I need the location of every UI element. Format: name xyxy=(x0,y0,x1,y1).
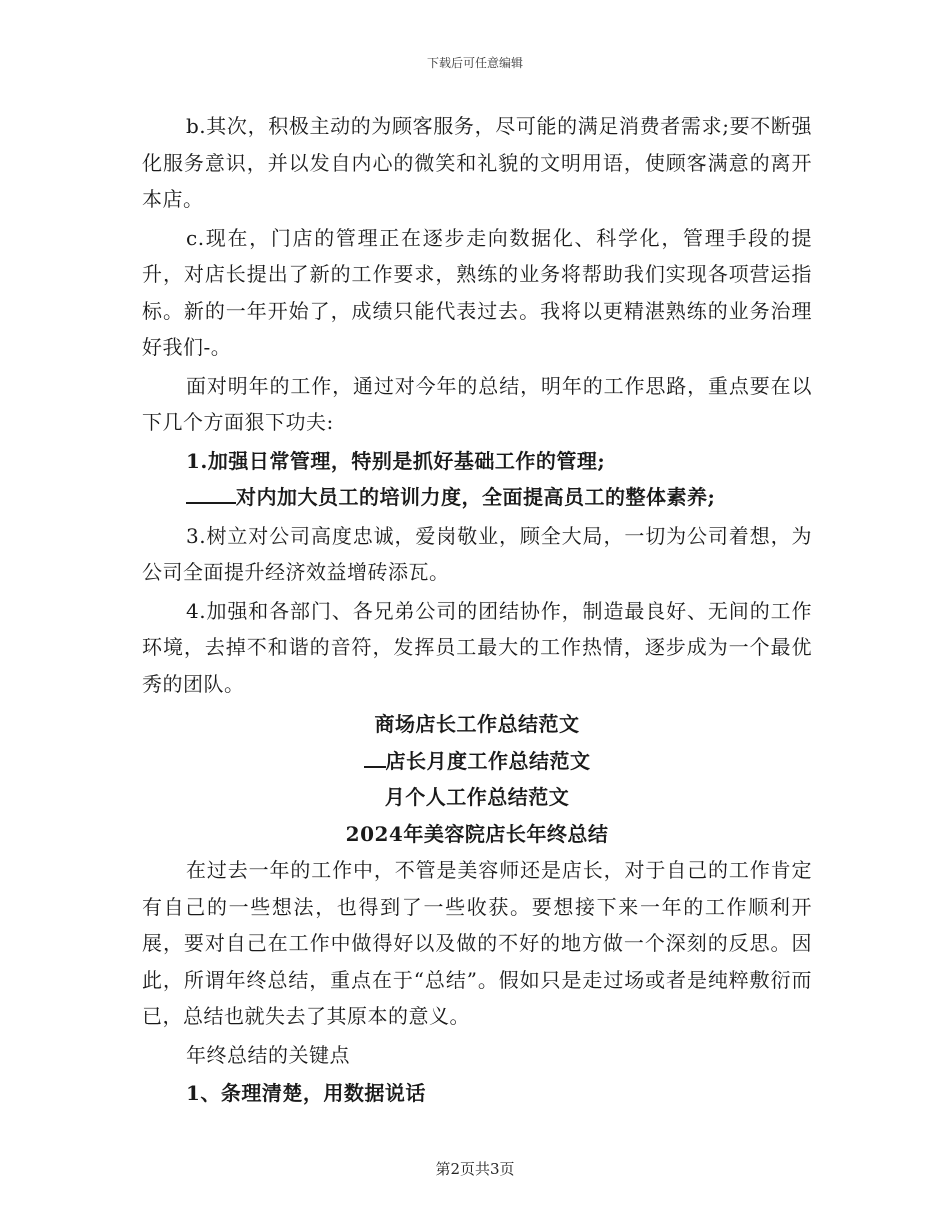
page-footer: 第2页共3页 xyxy=(435,1160,515,1178)
section-title-3: 月个人工作总结范文 xyxy=(384,785,570,809)
section-title-2 xyxy=(142,743,812,780)
list-item-1: 1.加强日常管理，特别是抓好基础工作的管理; xyxy=(186,448,606,473)
paragraph-key-points: 年终总结的关键点 xyxy=(186,1042,350,1067)
paragraph-next-year-intro: 面对明年的工作，通过对今年的总结，明年的工作思路，重点要在以下几个方面狠下功夫: xyxy=(142,373,812,434)
document-body xyxy=(142,108,812,1112)
blank-line-short xyxy=(364,746,386,768)
paragraph-year-review: 在过去一年的工作中，不管是美容师还是店长，对于自己的工作肯定有自己的一些想法，也得到了一些收获。要想接下来一年的工作顺利开展，要对自己在工作中做得好以及做的不好的地方做一个深刻的反思。因此，所谓年终总结，重点在于“总结”。假如只是走过场或者是纯粹敷衍而已，总结也就失去了其原本的意义。 xyxy=(142,858,812,1028)
paragraph-b: b.其次，积极主动的为顾客服务，尽可能的满足消费者需求;要不断强化服务意识，并以发自内心的微笑和礼貌的文明用语，使顾客满意的离开本店。 xyxy=(142,114,812,211)
list-item-2-text: 对内加大员工的培训力度，全面提高员工的整体素养; xyxy=(236,485,716,509)
list-item-3: 3.树立对公司高度忠诚，爱岗敬业，顾全大局，一切为公司着想，为公司全面提升经济效益增砖添瓦。 xyxy=(142,523,812,584)
blank-line xyxy=(186,482,236,504)
section-title-4: 2024年美容院店长年终总结 xyxy=(345,821,609,846)
list-item-2 xyxy=(142,479,812,516)
section-title-1: 商场店长工作总结范文 xyxy=(374,712,580,736)
subheading-data: 1、条理清楚，用数据说话 xyxy=(186,1081,426,1105)
page-header: 下载后可任意编辑 xyxy=(426,56,523,70)
list-item-4: 4.加强和各部门、各兄弟公司的团结协作，制造最良好、无间的工作环境，去掉不和谐的音符，发挥员工最大的工作热情，逐步成为一个最优秀的团队。 xyxy=(142,598,812,696)
section-title-2-text: 店长月度工作总结范文 xyxy=(385,748,591,773)
paragraph-c: c.现在，门店的管理正在逐步走向数据化、科学化，管理手段的提升，对店长提出了新的工作要求，熟练的业务将帮助我们实现各项营运指标。新的一年开始了，成绩只能代表过去。我将以更精湛熟练的业务治理好我们-。 xyxy=(142,225,812,359)
